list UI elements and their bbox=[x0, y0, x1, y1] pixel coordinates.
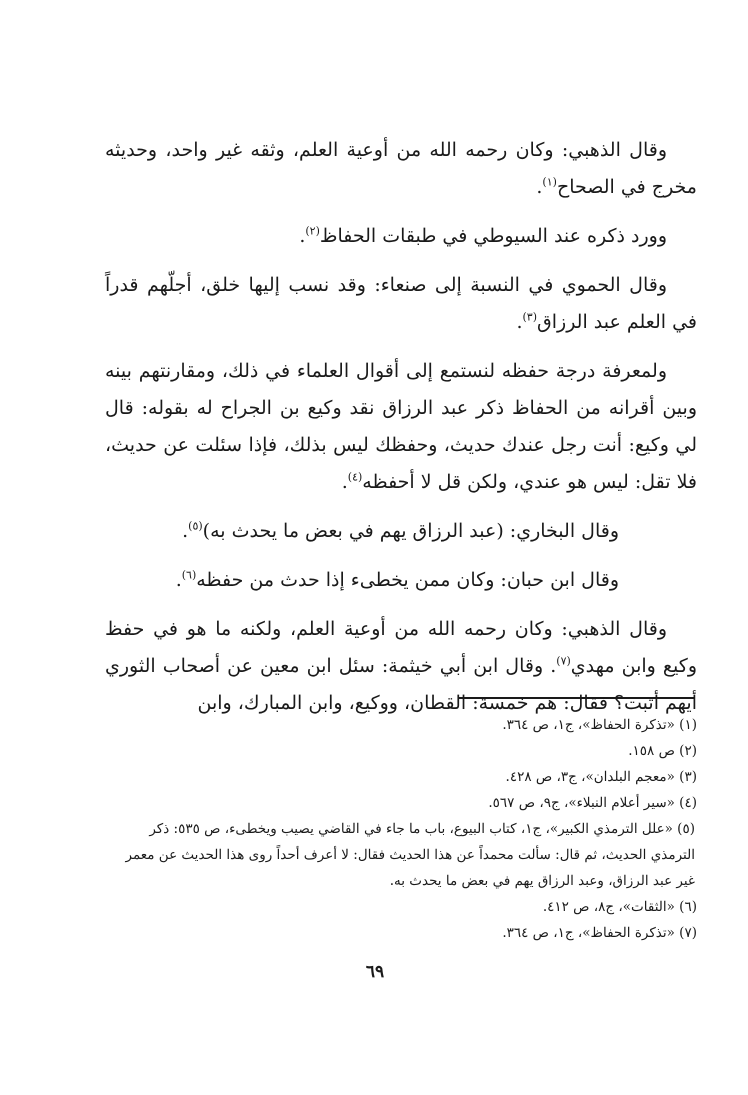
paragraph-6-text: وقال ابن حبان: وكان ممن يخطىء إذا حدث من حفظه bbox=[196, 569, 619, 591]
footnote-3: (٣) «معجم البلدان»، ج٣، ص ٤٢٨. bbox=[505, 769, 697, 785]
footnote-separator bbox=[458, 697, 694, 699]
footnote-ref-2: (٢) bbox=[305, 224, 320, 238]
paragraph-3-end: . bbox=[516, 311, 523, 333]
paragraph-4 bbox=[105, 353, 697, 501]
paragraph-2 bbox=[105, 218, 697, 255]
footnote-ref-3: (٣) bbox=[522, 310, 537, 324]
footnote-ref-4: (٤) bbox=[347, 470, 363, 484]
paragraph-3-text: وقال الحموي في النسبة إلى صنعاء: وقد نسب إليها خلق، أجلّهم قدراً في العلم عبد الرزاق bbox=[105, 274, 697, 333]
paragraph-6-end: . bbox=[175, 569, 182, 591]
main-text bbox=[105, 132, 697, 734]
paragraph-1-text: وقال الذهبي: وكان رحمه الله من أوعية العلم، وثقه غير واحد، وحديثه مخرج في الصحاح bbox=[105, 139, 697, 198]
paragraph-3 bbox=[105, 267, 697, 341]
paragraph-2-text: وورد ذكره عند السيوطي في طبقات الحفاظ bbox=[319, 225, 667, 247]
footnote-ref-1: (١) bbox=[542, 175, 557, 189]
paragraph-7 bbox=[105, 611, 697, 722]
footnote-ref-5: (٥) bbox=[188, 519, 203, 533]
paragraph-1 bbox=[105, 132, 697, 206]
paragraph-7-text-a: وقال الذهبي: وكان رحمه الله من أوعية العلم، ولكنه ما هو في حفظ وكيع وابن مهدي bbox=[105, 618, 697, 677]
paragraph-5-text: وقال البخاري: (عبد الرزاق يهم في بعض ما يحدث به) bbox=[202, 520, 619, 542]
footnote-6: (٦) «الثقات»، ج٨، ص ٤١٢. bbox=[542, 899, 697, 915]
paragraph-6 bbox=[105, 562, 697, 599]
footnote-2: (٢) ص ١٥٨. bbox=[628, 743, 697, 759]
paragraph-5-end: . bbox=[182, 520, 189, 542]
footnote-5: (٥) «علل الترمذي الكبير»، ج١، كتاب البيوع، باب ما جاء في القاضي يصيب ويخطىء، ص ٥٣٥: ذكر الترمذي الحديث، ثم قال: سألت محمداً عن هذا الحديث فقال: لا أعرف أحداً روى هذا الحديث عن معمر غير عبد الرزاق، وعبد الرزاق يهم في بعض ما يحدث به. bbox=[125, 821, 695, 889]
paragraph-4-text: ولمعرفة درجة حفظه لنستمع إلى أقوال العلماء في ذلك، ومقارنتهم بينه وبين أقرانه من الحفاظ ذكر عبد الرزاق نقد وكيع بن الجراح له بقوله: قال لي وكيع: أنت رجل عندك حديث، وحفظك ليس بذلك، فإذا سئلت عن حديث، فلا تقل: ليس هو عندي، ولكن قل لا أحفظه bbox=[105, 360, 697, 493]
paragraph-7-text-b: . وقال ابن أبي خيثمة: سئل ابن معين عن أصحاب الثوري أيهم أثبت؟ فقال: هم خمسة: القطان، ووكيع، وابن المبارك، وابن bbox=[105, 655, 697, 714]
page-number: ٦٩ bbox=[365, 962, 385, 982]
footnotes bbox=[105, 712, 697, 946]
footnote-7: (٧) «تذكرة الحفاظ»، ج١، ص ٣٦٤. bbox=[502, 925, 697, 941]
paragraph-1-end: . bbox=[536, 176, 543, 198]
footnote-ref-7: (٧) bbox=[556, 654, 571, 668]
paragraph-2-end: . bbox=[299, 225, 306, 247]
paragraph-4-end: . bbox=[341, 471, 348, 493]
footnote-4: (٤) «سير أعلام النبلاء»، ج٩، ص ٥٦٧. bbox=[488, 795, 697, 811]
footnote-1: (١) «تذكرة الحفاظ»، ج١، ص ٣٦٤. bbox=[502, 717, 697, 733]
footnote-ref-6: (٦) bbox=[181, 568, 197, 582]
paragraph-5 bbox=[105, 513, 697, 550]
